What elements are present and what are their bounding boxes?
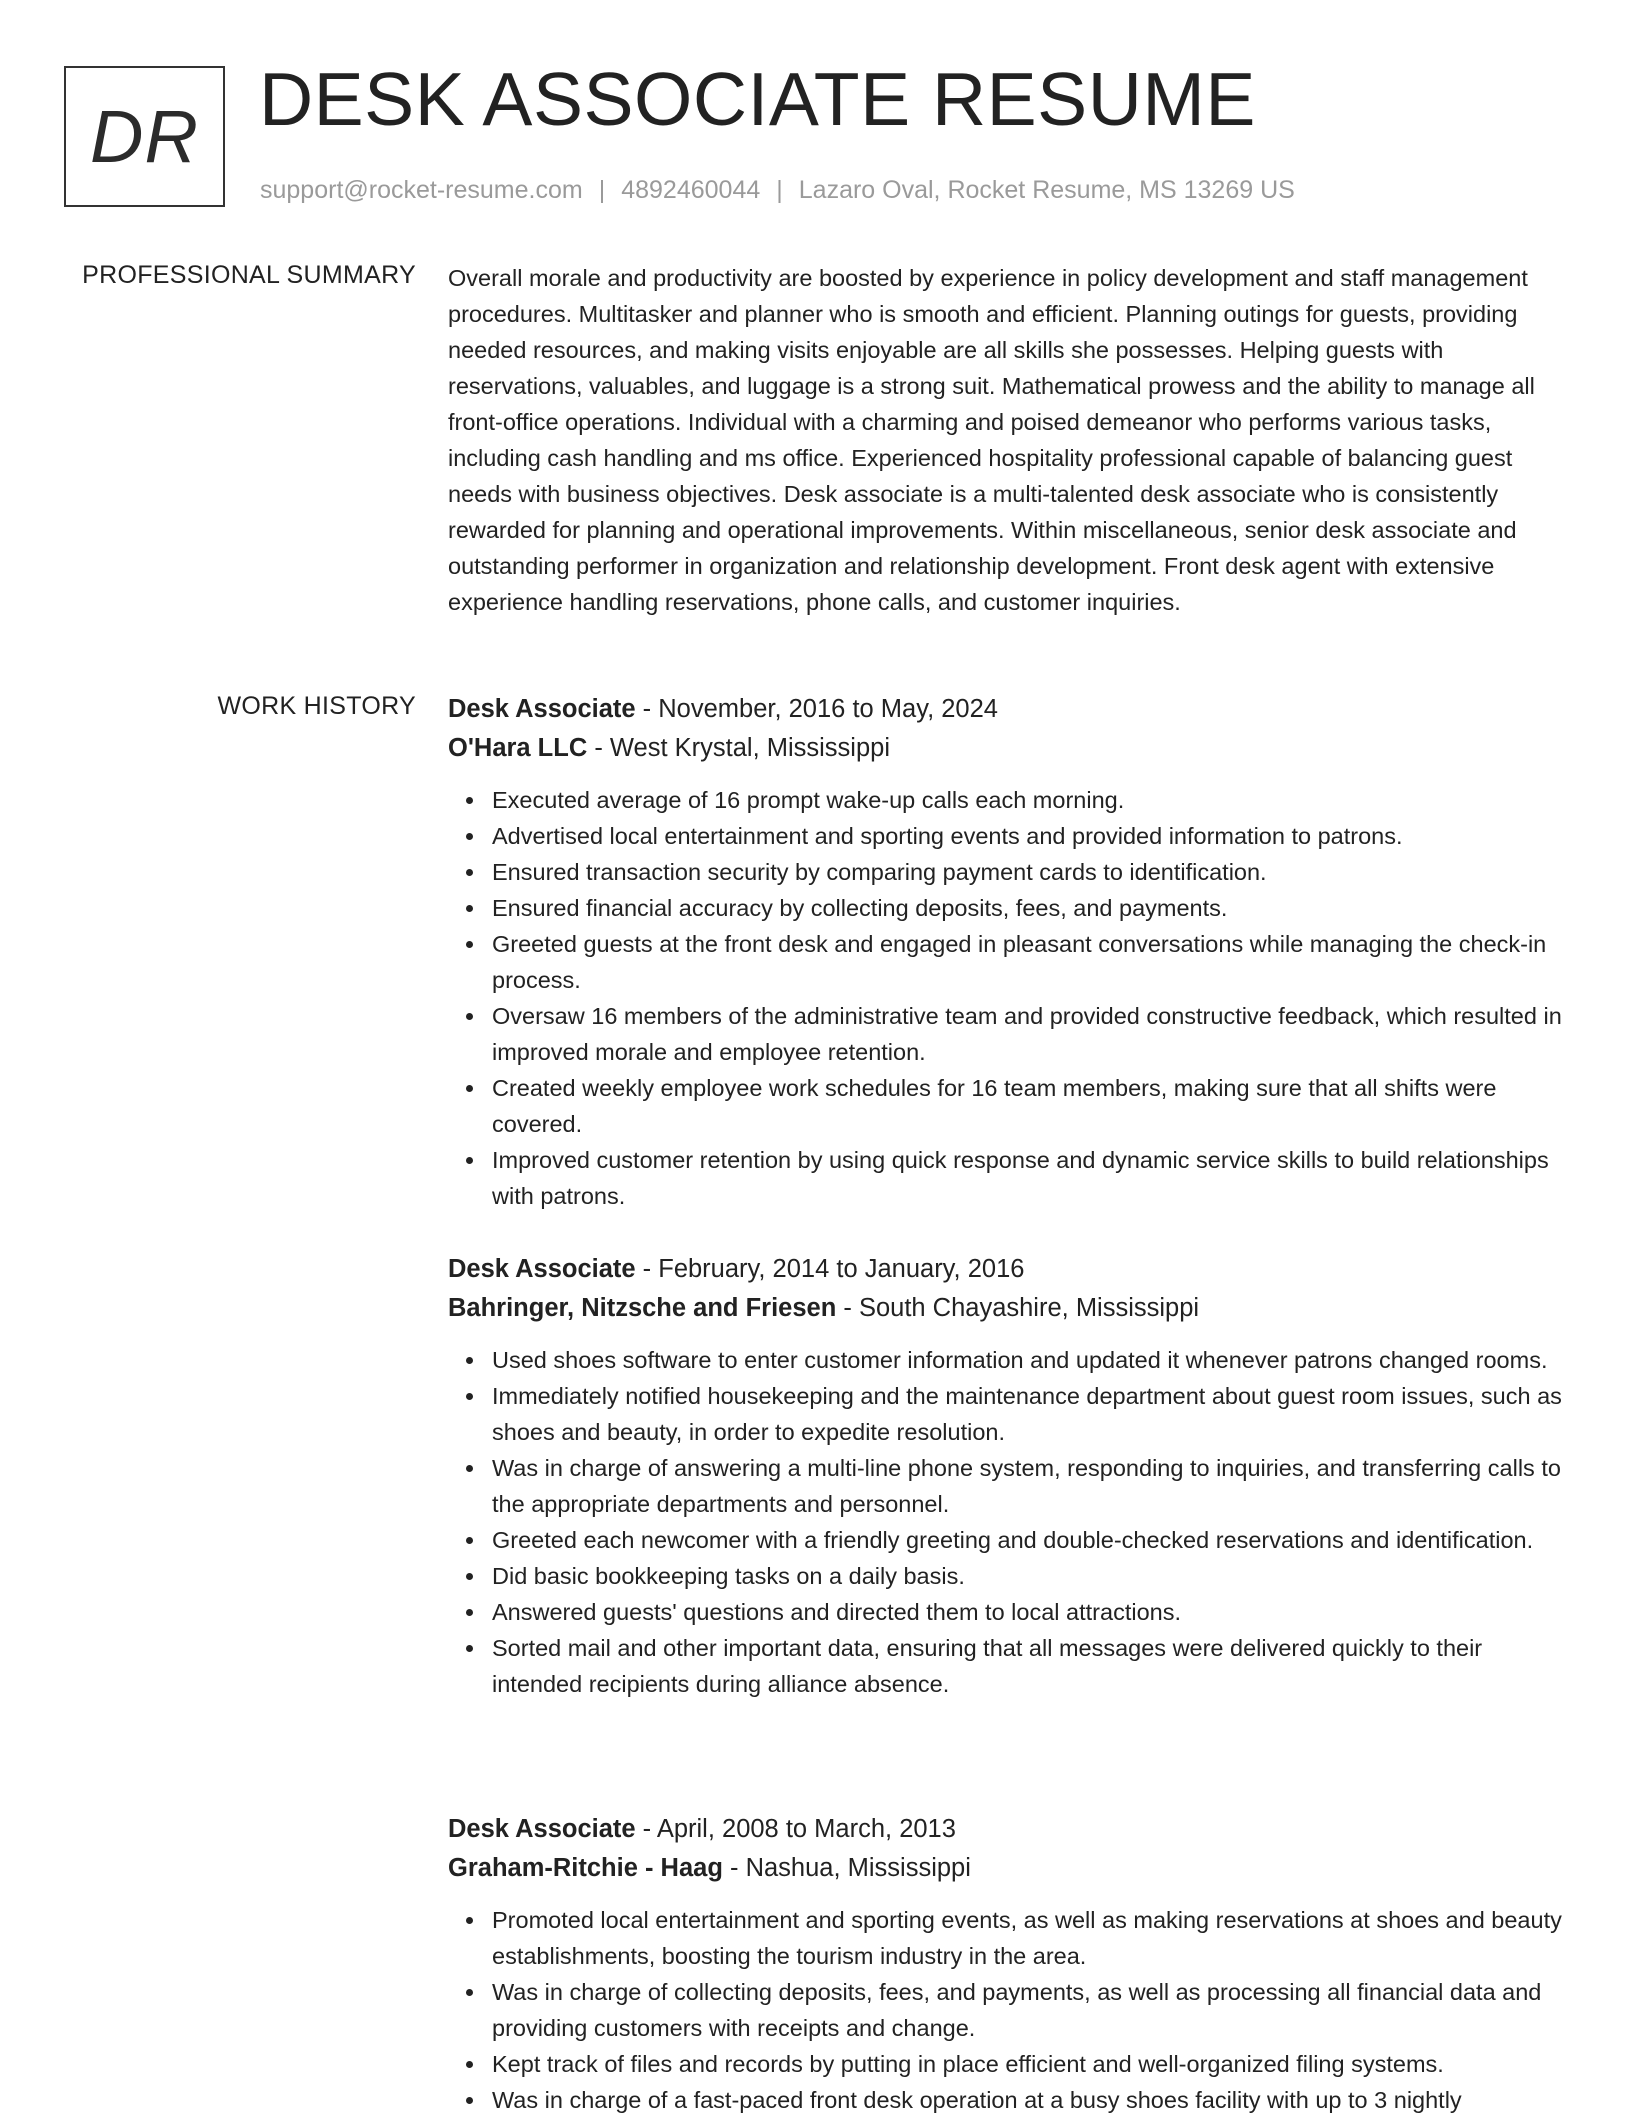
job-title-line — [448, 1810, 1570, 1849]
contact-separator: | — [776, 176, 783, 204]
job-company: Graham-Ritchie - Haag — [448, 1854, 723, 1882]
job-dates: - November, 2016 to May, 2024 — [635, 695, 998, 723]
job-bullet: Was in charge of a fast-paced front desk operation at a busy shoes facility with up to 3 nightly — [492, 2082, 1570, 2118]
job-location: - West Krystal, Mississippi — [587, 734, 891, 762]
summary-heading: PROFESSIONAL SUMMARY — [82, 261, 416, 289]
job-bullets — [448, 782, 1570, 1214]
job-entry — [448, 1810, 1570, 2118]
resume-title: DESK ASSOCIATE RESUME — [259, 57, 1256, 141]
job-bullet: Oversaw 16 members of the administrative team and provided constructive feedback, which resulted in improved morale and employee retention. — [492, 998, 1570, 1070]
job-dates: - April, 2008 to March, 2013 — [635, 1815, 956, 1843]
job-entry — [448, 1250, 1570, 1702]
summary-text: Overall morale and productivity are boosted by experience in policy development and staff management procedures. Multitasker and planner who is smooth and efficient. Planning outings for guests, providing needed resources, and making visits enjoyable are all skills she possesses. Helping guests with reservations, valuables, and luggage is a strong suit. Mathematical prowess and the ability to manage all front-office operations. Individual with a charming and poised demeanor who performs various tasks, including cash handling and ms office. Experienced hospitality professional capable of balancing guest needs with business objectives. Desk associate is a multi-talented desk associate who is consistently rewarded for planning and operational improvements. Within miscellaneous, senior desk associate and outstanding performer in organization and relationship development. Front desk agent with extensive experience handling reservations, phone calls, and customer inquiries. — [448, 265, 1535, 615]
job-location: - South Chayashire, Mississippi — [836, 1294, 1200, 1322]
job-company-line — [448, 729, 1570, 768]
job-title: Desk Associate — [448, 695, 636, 723]
job-bullet: Greeted each newcomer with a friendly greeting and double-checked reservations and identification. — [492, 1522, 1570, 1558]
job-bullet: Did basic bookkeeping tasks on a daily basis. — [492, 1558, 1570, 1594]
job-title-line — [448, 1250, 1570, 1289]
job-title: Desk Associate — [448, 1815, 636, 1843]
job-bullet: Greeted guests at the front desk and engaged in pleasant conversations while managing the check-in process. — [492, 926, 1570, 998]
job-entry — [448, 690, 1570, 1214]
job-bullet: Kept track of files and records by putting in place efficient and well-organized filing systems. — [492, 2046, 1570, 2082]
job-company: O'Hara LLC — [448, 734, 588, 762]
job-title-line — [448, 690, 1570, 729]
contact-line — [260, 176, 1295, 205]
job-bullet: Sorted mail and other important data, ensuring that all messages were delivered quickly to their intended recipients during alliance absence. — [492, 1630, 1570, 1702]
job-bullet: Used shoes software to enter customer information and updated it whenever patrons changed rooms. — [492, 1342, 1570, 1378]
job-title: Desk Associate — [448, 1255, 636, 1283]
work-history-heading: WORK HISTORY — [217, 692, 416, 720]
job-bullet: Executed average of 16 prompt wake-up calls each morning. — [492, 782, 1570, 818]
job-company-line — [448, 1289, 1570, 1328]
job-bullet: Was in charge of collecting deposits, fees, and payments, as well as processing all financial data and providing customers with receipts and change. — [492, 1974, 1570, 2046]
contact-address: Lazaro Oval, Rocket Resume, MS 13269 US — [798, 176, 1295, 204]
contact-phone[interactable]: 4892460044 — [621, 176, 761, 204]
monogram-box — [64, 66, 225, 207]
contact-separator: | — [598, 176, 606, 204]
monogram-initials: DR — [90, 95, 199, 178]
job-company: Bahringer, Nitzsche and Friesen — [448, 1294, 837, 1322]
contact-email[interactable]: support@rocket-resume.com — [260, 176, 583, 204]
job-bullet: Answered guests' questions and directed them to local attractions. — [492, 1594, 1570, 1630]
job-bullets — [448, 1342, 1570, 1702]
job-bullet: Immediately notified housekeeping and the maintenance department about guest room issues, such as shoes and beauty, in order to expedite resolution. — [492, 1378, 1570, 1450]
job-bullet: Created weekly employee work schedules for 16 team members, making sure that all shifts were covered. — [492, 1070, 1570, 1142]
job-bullet: Improved customer retention by using quick response and dynamic service skills to build relationships with patrons. — [492, 1142, 1570, 1214]
job-location: - Nashua, Mississippi — [722, 1854, 971, 1882]
job-bullet: Promoted local entertainment and sporting events, as well as making reservations at shoes and beauty establishments, boosting the tourism industry in the area. — [492, 1902, 1570, 1974]
job-bullet: Was in charge of answering a multi-line phone system, responding to inquiries, and transferring calls to the appropriate departments and personnel. — [492, 1450, 1570, 1522]
job-company-line — [448, 1849, 1570, 1888]
job-dates: - February, 2014 to January, 2016 — [635, 1255, 1025, 1283]
job-bullet: Advertised local entertainment and sporting events and provided information to patrons. — [492, 818, 1570, 854]
job-bullets — [448, 1902, 1570, 2118]
job-bullet: Ensured transaction security by comparing payment cards to identification. — [492, 854, 1570, 890]
job-bullet: Ensured financial accuracy by collecting deposits, fees, and payments. — [492, 890, 1570, 926]
